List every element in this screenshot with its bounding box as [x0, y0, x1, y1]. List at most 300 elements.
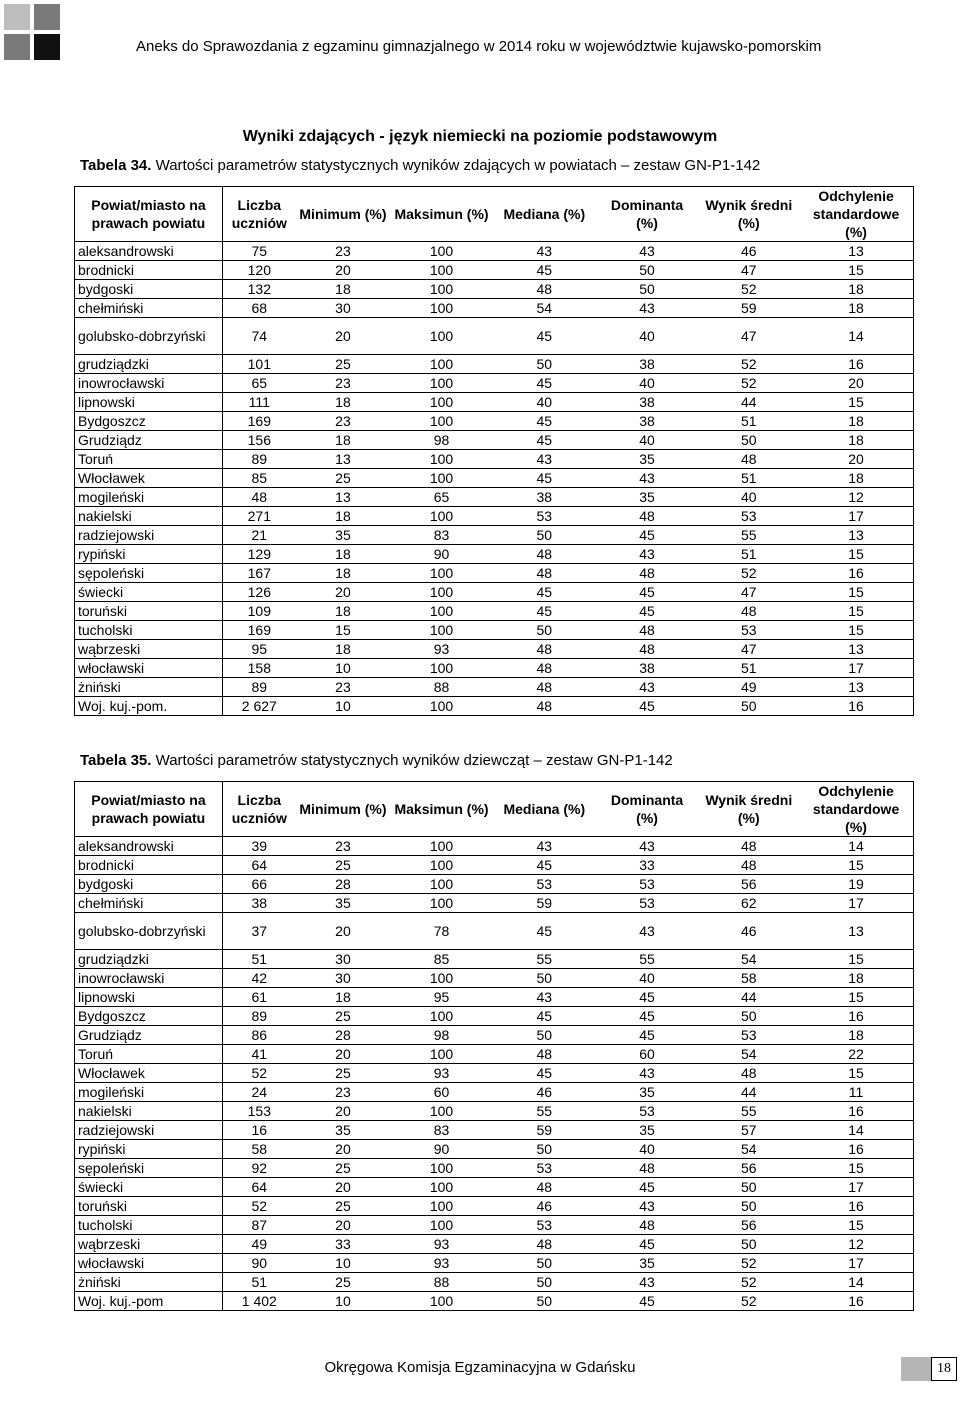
- cell-value: 15: [799, 583, 913, 602]
- cell-value: 35: [596, 450, 699, 469]
- cell-value: 12: [799, 488, 913, 507]
- column-header: Liczba uczniów: [222, 187, 295, 242]
- cell-value: 48: [596, 1216, 699, 1235]
- cell-value: 15: [799, 393, 913, 412]
- district-name: Grudziądz: [75, 431, 223, 450]
- cell-value: 100: [390, 697, 493, 716]
- district-name: Toruń: [75, 450, 223, 469]
- cell-value: 18: [296, 280, 390, 299]
- cell-value: 16: [799, 1140, 913, 1159]
- cell-value: 51: [698, 659, 799, 678]
- cell-value: 54: [493, 299, 596, 318]
- cell-value: 50: [493, 1273, 596, 1292]
- cell-value: 48: [698, 837, 799, 856]
- cell-value: 18: [799, 412, 913, 431]
- cell-value: 169: [222, 412, 295, 431]
- table35-caption-text: Wartości parametrów statystycznych wyników dziewcząt – zestaw GN-P1-142: [155, 752, 673, 769]
- district-name: Woj. kuj.-pom.: [75, 697, 223, 716]
- cell-value: 13: [296, 488, 390, 507]
- table-row: [75, 355, 914, 374]
- cell-value: 53: [493, 1216, 596, 1235]
- cell-value: 18: [296, 393, 390, 412]
- cell-value: 14: [799, 1273, 913, 1292]
- table-row: [75, 242, 914, 261]
- cell-value: 100: [390, 583, 493, 602]
- cell-value: 50: [493, 969, 596, 988]
- cell-value: 25: [296, 1273, 390, 1292]
- district-name: chełmiński: [75, 299, 223, 318]
- cell-value: 35: [296, 894, 390, 913]
- cell-value: 43: [493, 450, 596, 469]
- cell-value: 50: [698, 1007, 799, 1026]
- column-header: Odchylenie standardowe (%): [799, 782, 913, 837]
- cell-value: 50: [698, 1197, 799, 1216]
- cell-value: 88: [390, 1273, 493, 1292]
- cell-value: 53: [698, 621, 799, 640]
- cell-value: 52: [698, 355, 799, 374]
- district-name: nakielski: [75, 507, 223, 526]
- district-name: Grudziądz: [75, 1026, 223, 1045]
- district-name: rypiński: [75, 1140, 223, 1159]
- cell-value: 17: [799, 894, 913, 913]
- cell-value: 13: [799, 526, 913, 545]
- cell-value: 47: [698, 261, 799, 280]
- cell-value: 100: [390, 875, 493, 894]
- table-row: [75, 469, 914, 488]
- cell-value: 18: [296, 507, 390, 526]
- district-name: brodnicki: [75, 261, 223, 280]
- cell-value: 38: [493, 488, 596, 507]
- table-row: [75, 1178, 914, 1197]
- district-name: Włocławek: [75, 1064, 223, 1083]
- district-name: wąbrzeski: [75, 1235, 223, 1254]
- cell-value: 61: [222, 988, 295, 1007]
- cell-value: 38: [222, 894, 295, 913]
- cell-value: 53: [596, 1102, 699, 1121]
- cell-value: 100: [390, 374, 493, 393]
- cell-value: 53: [698, 1026, 799, 1045]
- cell-value: 98: [390, 1026, 493, 1045]
- cell-value: 20: [296, 1216, 390, 1235]
- cell-value: 95: [390, 988, 493, 1007]
- table-row: [75, 280, 914, 299]
- table-row: [75, 564, 914, 583]
- cell-value: 50: [493, 526, 596, 545]
- cell-value: 25: [296, 1197, 390, 1216]
- cell-value: 38: [596, 393, 699, 412]
- cell-value: 23: [296, 837, 390, 856]
- cell-value: 45: [596, 1026, 699, 1045]
- cell-value: 51: [698, 469, 799, 488]
- cell-value: 101: [222, 355, 295, 374]
- district-name: lipnowski: [75, 988, 223, 1007]
- cell-value: 52: [698, 280, 799, 299]
- cell-value: 14: [799, 837, 913, 856]
- cell-value: 16: [799, 1007, 913, 1026]
- column-header: Dominanta (%): [596, 782, 699, 837]
- cell-value: 45: [493, 318, 596, 355]
- table-row: [75, 526, 914, 545]
- cell-value: 48: [493, 1178, 596, 1197]
- cell-value: 50: [698, 697, 799, 716]
- district-name: mogileński: [75, 488, 223, 507]
- cell-value: 17: [799, 1178, 913, 1197]
- cell-value: 25: [296, 856, 390, 875]
- column-header: Minimum (%): [296, 782, 390, 837]
- cell-value: 10: [296, 697, 390, 716]
- cell-value: 25: [296, 1007, 390, 1026]
- column-header: Powiat/miasto na prawach powiatu: [75, 782, 223, 837]
- cell-value: 50: [596, 261, 699, 280]
- cell-value: 45: [493, 602, 596, 621]
- cell-value: 35: [296, 1121, 390, 1140]
- cell-value: 35: [596, 1083, 699, 1102]
- table-row: [75, 412, 914, 431]
- cell-value: 48: [493, 545, 596, 564]
- district-name: świecki: [75, 583, 223, 602]
- cell-value: 45: [596, 1292, 699, 1311]
- cell-value: 98: [390, 431, 493, 450]
- cell-value: 50: [698, 431, 799, 450]
- cell-value: 46: [493, 1197, 596, 1216]
- cell-value: 65: [390, 488, 493, 507]
- cell-value: 48: [493, 1235, 596, 1254]
- cell-value: 52: [698, 564, 799, 583]
- cell-value: 15: [799, 602, 913, 621]
- table-row: [75, 894, 914, 913]
- cell-value: 53: [596, 875, 699, 894]
- page-number-box: [901, 1357, 955, 1381]
- cell-value: 43: [596, 913, 699, 950]
- cell-value: 40: [596, 374, 699, 393]
- cell-value: 16: [799, 564, 913, 583]
- cell-value: 45: [493, 1007, 596, 1026]
- district-name: golubsko-dobrzyński: [75, 913, 223, 950]
- district-name: chełmiński: [75, 894, 223, 913]
- cell-value: 10: [296, 659, 390, 678]
- cell-value: 43: [493, 988, 596, 1007]
- cell-value: 167: [222, 564, 295, 583]
- cell-value: 46: [698, 913, 799, 950]
- table-row: [75, 837, 914, 856]
- table-row: [75, 602, 914, 621]
- cell-value: 20: [296, 1102, 390, 1121]
- cell-value: 43: [596, 1197, 699, 1216]
- cell-value: 53: [493, 1159, 596, 1178]
- cell-value: 100: [390, 1007, 493, 1026]
- cell-value: 50: [596, 280, 699, 299]
- cell-value: 45: [493, 1064, 596, 1083]
- cell-value: 13: [799, 242, 913, 261]
- table-row: [75, 969, 914, 988]
- cell-value: 111: [222, 393, 295, 412]
- table-row: [75, 1197, 914, 1216]
- cell-value: 100: [390, 564, 493, 583]
- cell-value: 92: [222, 1159, 295, 1178]
- cell-value: 100: [390, 450, 493, 469]
- cell-value: 40: [596, 969, 699, 988]
- cell-value: 48: [493, 678, 596, 697]
- column-header: Mediana (%): [493, 187, 596, 242]
- cell-value: 46: [698, 242, 799, 261]
- column-header: Odchylenie standardowe (%): [799, 187, 913, 242]
- cell-value: 40: [596, 1140, 699, 1159]
- cell-value: 100: [390, 280, 493, 299]
- cell-value: 15: [799, 856, 913, 875]
- header-title: Aneks do Sprawozdania z egzaminu gimnazjalnego w 2014 roku w województwie kujawsko-pomorskim: [136, 38, 822, 55]
- cell-value: 44: [698, 1083, 799, 1102]
- page-number: 18: [931, 1357, 957, 1381]
- cell-value: 15: [799, 621, 913, 640]
- district-name: grudziądzki: [75, 355, 223, 374]
- cell-value: 15: [799, 261, 913, 280]
- cell-value: 48: [493, 697, 596, 716]
- cell-value: 83: [390, 526, 493, 545]
- cell-value: 18: [296, 431, 390, 450]
- column-header: Minimum (%): [296, 187, 390, 242]
- district-name: inowrocławski: [75, 969, 223, 988]
- cell-value: 20: [296, 1140, 390, 1159]
- district-name: lipnowski: [75, 393, 223, 412]
- cell-value: 43: [596, 545, 699, 564]
- cell-value: 55: [698, 1102, 799, 1121]
- cell-value: 18: [799, 469, 913, 488]
- cell-value: 156: [222, 431, 295, 450]
- cell-value: 100: [390, 621, 493, 640]
- cell-value: 20: [296, 318, 390, 355]
- cell-value: 52: [698, 1292, 799, 1311]
- table-row: [75, 1102, 914, 1121]
- cell-value: 18: [296, 564, 390, 583]
- cell-value: 47: [698, 318, 799, 355]
- cell-value: 50: [493, 355, 596, 374]
- district-name: sępoleński: [75, 1159, 223, 1178]
- cell-value: 93: [390, 1235, 493, 1254]
- cell-value: 17: [799, 507, 913, 526]
- cell-value: 48: [596, 564, 699, 583]
- table-row: [75, 374, 914, 393]
- cell-value: 53: [698, 507, 799, 526]
- cell-value: 48: [698, 1064, 799, 1083]
- cell-value: 64: [222, 1178, 295, 1197]
- section-title: Wyniki zdających - język niemiecki na poziomie podstawowym: [242, 128, 718, 145]
- cell-value: 100: [390, 1197, 493, 1216]
- cell-value: 25: [296, 469, 390, 488]
- district-name: radziejowski: [75, 1121, 223, 1140]
- cell-value: 51: [222, 1273, 295, 1292]
- district-name: inowrocławski: [75, 374, 223, 393]
- table-row: [75, 1026, 914, 1045]
- table-row: [75, 431, 914, 450]
- cell-value: 38: [596, 659, 699, 678]
- cell-value: 20: [799, 450, 913, 469]
- cell-value: 35: [596, 1254, 699, 1273]
- total-row: [75, 697, 914, 716]
- table-row: [75, 1121, 914, 1140]
- table34-caption: [80, 157, 760, 174]
- cell-value: 45: [596, 1007, 699, 1026]
- district-name: tucholski: [75, 1216, 223, 1235]
- cell-value: 16: [799, 1197, 913, 1216]
- table-35: [74, 781, 914, 1311]
- cell-value: 48: [596, 507, 699, 526]
- cell-value: 42: [222, 969, 295, 988]
- cell-value: 48: [493, 1045, 596, 1064]
- cell-value: 45: [493, 374, 596, 393]
- cell-value: 25: [296, 355, 390, 374]
- cell-value: 47: [698, 640, 799, 659]
- cell-value: 43: [493, 242, 596, 261]
- district-name: włocławski: [75, 659, 223, 678]
- cell-value: 43: [493, 837, 596, 856]
- cell-value: 18: [799, 431, 913, 450]
- cell-value: 50: [493, 621, 596, 640]
- cell-value: 53: [596, 894, 699, 913]
- cell-value: 48: [698, 602, 799, 621]
- cell-value: 60: [596, 1045, 699, 1064]
- cell-value: 20: [799, 374, 913, 393]
- cell-value: 66: [222, 875, 295, 894]
- cell-value: 50: [698, 1178, 799, 1197]
- cell-value: 2 627: [222, 697, 295, 716]
- cell-value: 23: [296, 412, 390, 431]
- cell-value: 35: [296, 526, 390, 545]
- cell-value: 16: [799, 697, 913, 716]
- cell-value: 45: [596, 1178, 699, 1197]
- table35-caption: [80, 752, 673, 769]
- table-row: [75, 1235, 914, 1254]
- table-row: [75, 678, 914, 697]
- cell-value: 100: [390, 837, 493, 856]
- district-name: Woj. kuj.-pom: [75, 1292, 223, 1311]
- cell-value: 20: [296, 1045, 390, 1064]
- cell-value: 89: [222, 450, 295, 469]
- cell-value: 90: [390, 545, 493, 564]
- table-row: [75, 488, 914, 507]
- page-number-shade: [901, 1357, 931, 1381]
- cell-value: 54: [698, 1045, 799, 1064]
- cell-value: 55: [698, 526, 799, 545]
- cell-value: 13: [799, 678, 913, 697]
- cell-value: 18: [296, 602, 390, 621]
- cell-value: 16: [799, 1292, 913, 1311]
- cell-value: 89: [222, 678, 295, 697]
- logo-square: [4, 4, 30, 30]
- cell-value: 37: [222, 913, 295, 950]
- table-34: [74, 186, 914, 716]
- column-header: Maksimun (%): [390, 782, 493, 837]
- cell-value: 17: [799, 659, 913, 678]
- cell-value: 271: [222, 507, 295, 526]
- district-name: sępoleński: [75, 564, 223, 583]
- cell-value: 75: [222, 242, 295, 261]
- cell-value: 100: [390, 894, 493, 913]
- cell-value: 93: [390, 640, 493, 659]
- column-header: Powiat/miasto na prawach powiatu: [75, 187, 223, 242]
- cell-value: 100: [390, 602, 493, 621]
- cell-value: 43: [596, 299, 699, 318]
- cell-value: 59: [493, 894, 596, 913]
- cell-value: 40: [596, 318, 699, 355]
- cell-value: 45: [596, 526, 699, 545]
- cell-value: 50: [698, 1235, 799, 1254]
- cell-value: 45: [596, 988, 699, 1007]
- table-row: [75, 1159, 914, 1178]
- table-row: [75, 261, 914, 280]
- cell-value: 46: [493, 1083, 596, 1102]
- table-row: [75, 1216, 914, 1235]
- cell-value: 100: [390, 412, 493, 431]
- cell-value: 89: [222, 1007, 295, 1026]
- district-name: grudziądzki: [75, 950, 223, 969]
- cell-value: 100: [390, 299, 493, 318]
- cell-value: 52: [222, 1197, 295, 1216]
- cell-value: 33: [596, 856, 699, 875]
- district-name: bydgoski: [75, 280, 223, 299]
- cell-value: 57: [698, 1121, 799, 1140]
- cell-value: 18: [296, 640, 390, 659]
- logo-square: [4, 34, 30, 60]
- cell-value: 95: [222, 640, 295, 659]
- district-name: świecki: [75, 1178, 223, 1197]
- cell-value: 52: [222, 1064, 295, 1083]
- cell-value: 16: [222, 1121, 295, 1140]
- table-row: [75, 988, 914, 1007]
- cell-value: 40: [698, 488, 799, 507]
- cell-value: 83: [390, 1121, 493, 1140]
- table-row: [75, 393, 914, 412]
- cell-value: 15: [799, 950, 913, 969]
- cell-value: 53: [493, 507, 596, 526]
- cell-value: 43: [596, 1273, 699, 1292]
- cell-value: 50: [493, 1292, 596, 1311]
- cell-value: 35: [596, 488, 699, 507]
- table-row: [75, 875, 914, 894]
- cell-value: 100: [390, 507, 493, 526]
- cell-value: 62: [698, 894, 799, 913]
- district-name: radziejowski: [75, 526, 223, 545]
- cell-value: 41: [222, 1045, 295, 1064]
- logo-square: [34, 34, 60, 60]
- cell-value: 21: [222, 526, 295, 545]
- cell-value: 100: [390, 969, 493, 988]
- table34-label: Tabela 34.: [80, 157, 152, 174]
- cell-value: 43: [596, 837, 699, 856]
- oke-logo: [4, 4, 60, 60]
- cell-value: 18: [799, 1026, 913, 1045]
- cell-value: 85: [390, 950, 493, 969]
- cell-value: 87: [222, 1216, 295, 1235]
- cell-value: 100: [390, 856, 493, 875]
- cell-value: 43: [596, 469, 699, 488]
- cell-value: 54: [698, 950, 799, 969]
- district-name: włocławski: [75, 1254, 223, 1273]
- cell-value: 50: [493, 1026, 596, 1045]
- cell-value: 30: [296, 299, 390, 318]
- cell-value: 132: [222, 280, 295, 299]
- cell-value: 48: [698, 856, 799, 875]
- cell-value: 58: [698, 969, 799, 988]
- table-row: [75, 621, 914, 640]
- cell-value: 126: [222, 583, 295, 602]
- cell-value: 51: [698, 545, 799, 564]
- cell-value: 51: [222, 950, 295, 969]
- cell-value: 45: [596, 1235, 699, 1254]
- table-row: [75, 583, 914, 602]
- district-name: rypiński: [75, 545, 223, 564]
- cell-value: 45: [596, 697, 699, 716]
- cell-value: 23: [296, 374, 390, 393]
